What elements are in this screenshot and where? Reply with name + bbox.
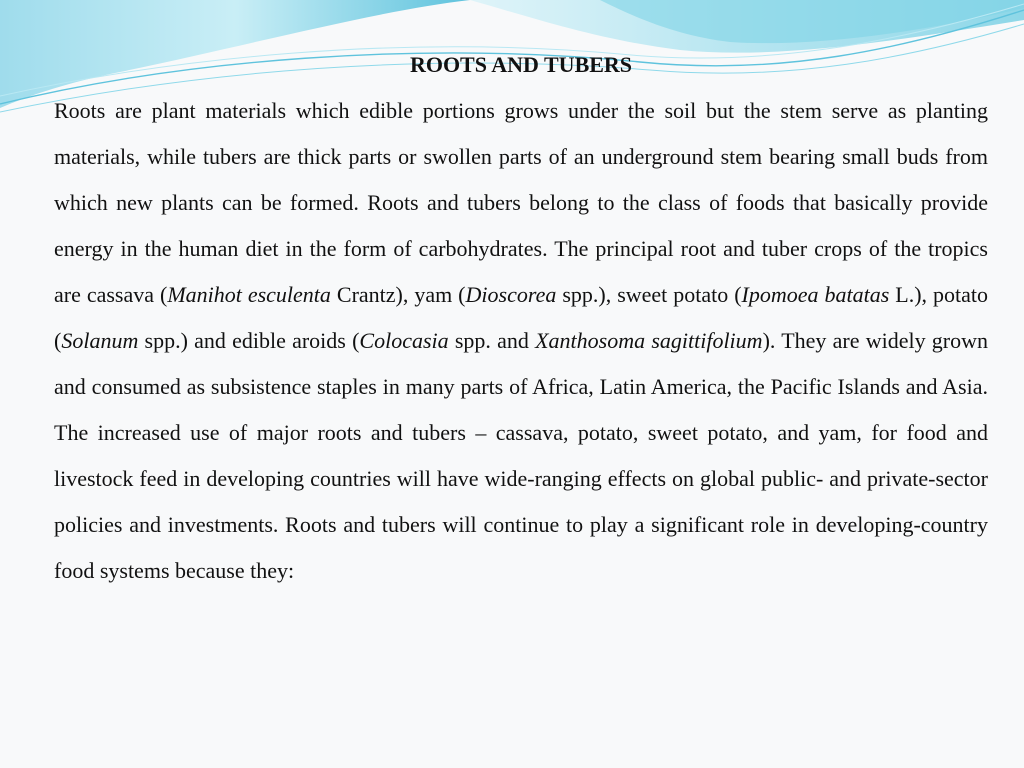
slide-body [54,88,988,594]
body-text-4: L.), potato ( [54,282,988,353]
species-solanum: Solanum [61,328,139,353]
body-text-1: Roots are plant materials which edible portions grows under the soil but the stem serve as planting materials, while tubers are thick parts or swollen parts of an underground stem bearing small buds from which new plants can be formed. Roots and tubers belong to the class of foods that basically provide energy in the human diet in the form of carbohydrates. The principal root and tuber crops of the tropics are cassava ( [54,98,988,307]
species-ipomoea: Ipomoea batatas [741,282,890,307]
species-xanthosoma: Xanthosoma sagittifolium [535,328,763,353]
body-text-2: Crantz), yam ( [330,282,466,307]
body-text-6: spp. and [448,328,536,353]
body-text-7: ). They are widely grown and consumed as subsistence staples in many parts of Africa, Latin America, the Pacific Islands and Asia. The increased use of major roots and tubers – cassava, potato, sweet potato, and yam, for food and livestock feed in developing countries will have wide-ranging effects on global public- and private-sector policies and investments. Roots and tubers will continue to play a significant role in developing-country food systems because they: [54,328,988,583]
body-text-3: spp.), sweet potato ( [556,282,742,307]
species-colocasia: Colocasia [359,328,449,353]
body-text-5: spp.) and edible aroids ( [138,328,360,353]
slide-title: ROOTS AND TUBERS [409,52,633,77]
species-manihot: Manihot esculenta [167,282,331,307]
species-dioscorea: Dioscorea [465,282,557,307]
